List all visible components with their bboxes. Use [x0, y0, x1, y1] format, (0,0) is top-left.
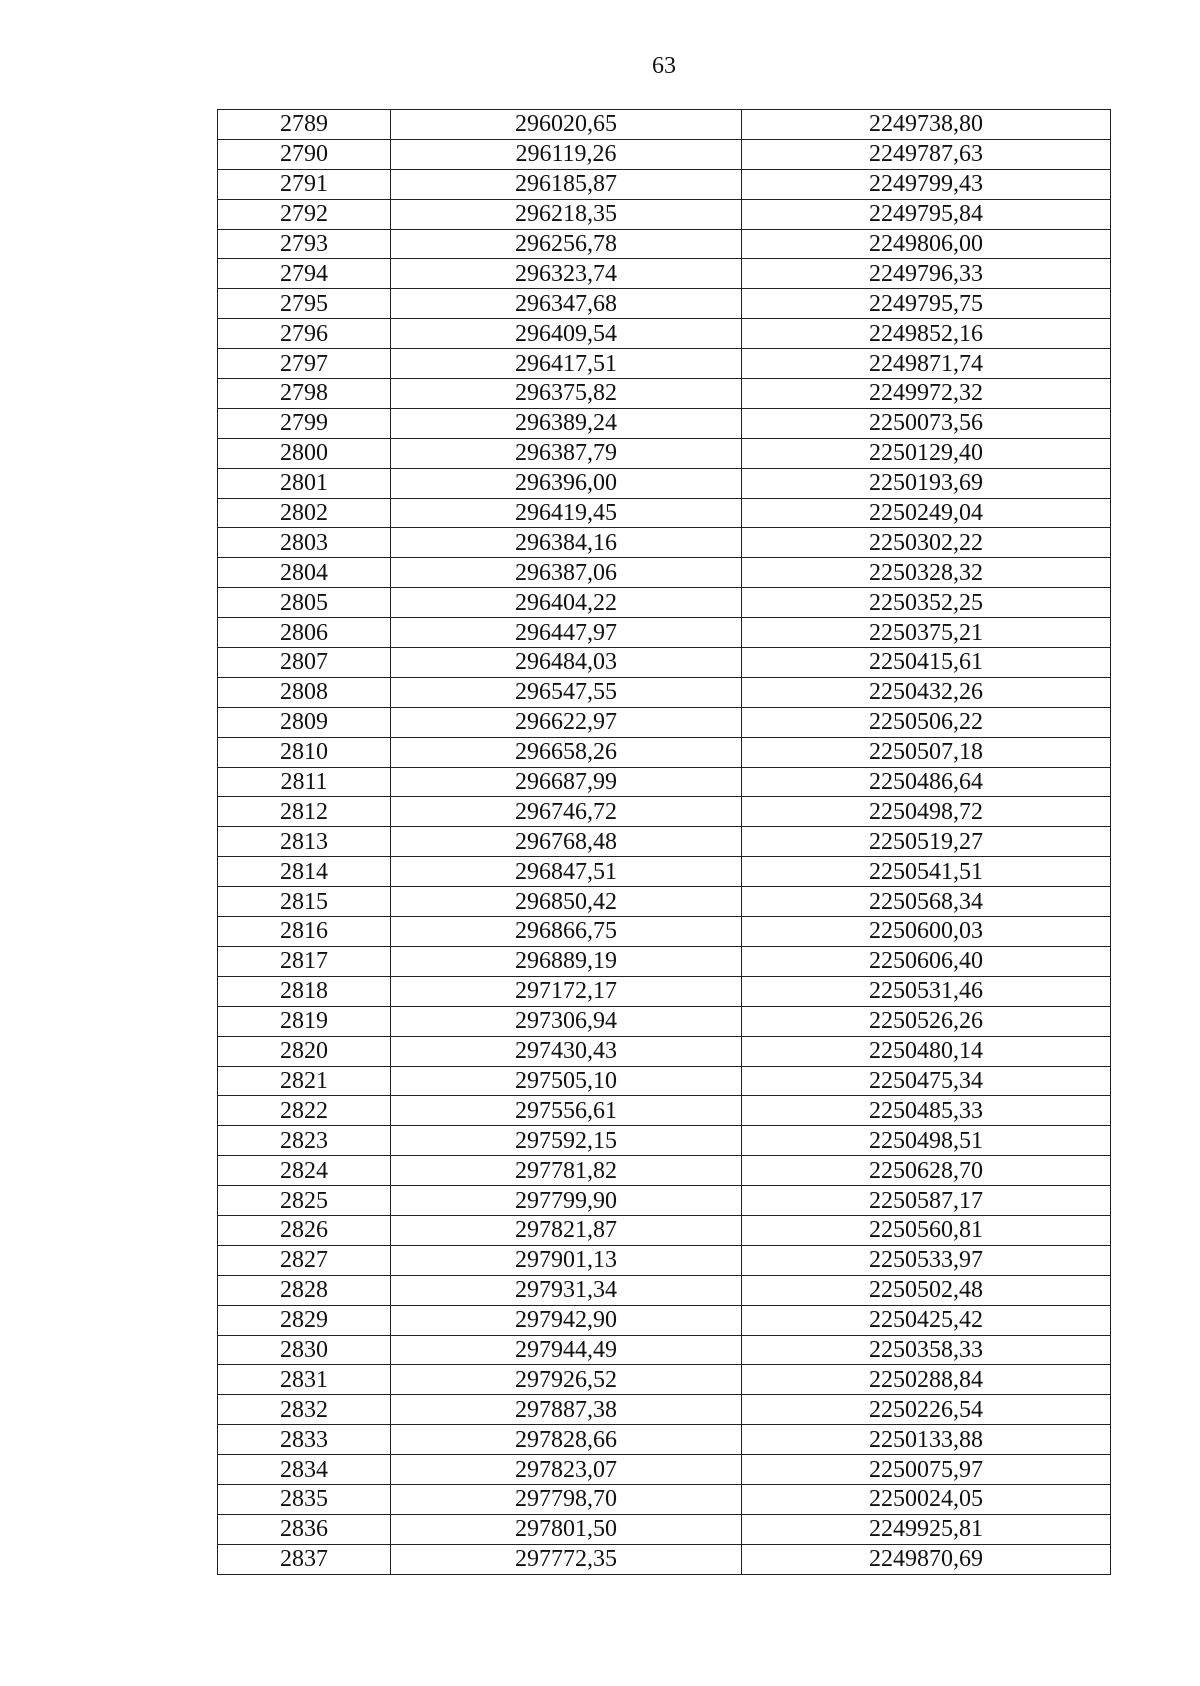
y-coordinate-cell: 2250073,56	[742, 408, 1111, 438]
point-number-cell: 2800	[218, 438, 391, 468]
table-row	[218, 229, 1111, 259]
x-coordinate-cell: 296687,99	[391, 767, 742, 797]
y-coordinate-cell: 2250302,22	[742, 528, 1111, 558]
point-number-cell: 2809	[218, 707, 391, 737]
point-number-cell: 2831	[218, 1365, 391, 1395]
point-number-cell: 2834	[218, 1455, 391, 1485]
y-coordinate-cell: 2250606,40	[742, 946, 1111, 976]
x-coordinate-cell: 297828,66	[391, 1425, 742, 1455]
x-coordinate-cell: 297942,90	[391, 1305, 742, 1335]
x-coordinate-cell: 296866,75	[391, 917, 742, 947]
table-row	[218, 857, 1111, 887]
y-coordinate-cell: 2249870,69	[742, 1544, 1111, 1574]
x-coordinate-cell: 296375,82	[391, 379, 742, 409]
table-row	[218, 677, 1111, 707]
y-coordinate-cell: 2250129,40	[742, 438, 1111, 468]
y-coordinate-cell: 2250486,64	[742, 767, 1111, 797]
table-row	[218, 1036, 1111, 1066]
y-coordinate-cell: 2250533,97	[742, 1245, 1111, 1275]
point-number-cell: 2806	[218, 618, 391, 648]
y-coordinate-cell: 2250485,33	[742, 1096, 1111, 1126]
table-row	[218, 887, 1111, 917]
point-number-cell: 2802	[218, 498, 391, 528]
table-row	[218, 1245, 1111, 1275]
x-coordinate-cell: 297505,10	[391, 1066, 742, 1096]
table-row	[218, 1335, 1111, 1365]
x-coordinate-cell: 296417,51	[391, 349, 742, 379]
table-row	[218, 737, 1111, 767]
point-number-cell: 2823	[218, 1126, 391, 1156]
y-coordinate-cell: 2250133,88	[742, 1425, 1111, 1455]
y-coordinate-cell: 2250415,61	[742, 648, 1111, 678]
table-row	[218, 648, 1111, 678]
y-coordinate-cell: 2250024,05	[742, 1484, 1111, 1514]
point-number-cell: 2811	[218, 767, 391, 797]
x-coordinate-cell: 296409,54	[391, 319, 742, 349]
y-coordinate-cell: 2250587,17	[742, 1186, 1111, 1216]
table-row	[218, 1425, 1111, 1455]
point-number-cell: 2801	[218, 468, 391, 498]
table-row	[218, 1484, 1111, 1514]
x-coordinate-cell: 297931,34	[391, 1275, 742, 1305]
point-number-cell: 2819	[218, 1006, 391, 1036]
x-coordinate-cell: 296387,06	[391, 558, 742, 588]
y-coordinate-cell: 2250375,21	[742, 618, 1111, 648]
point-number-cell: 2824	[218, 1156, 391, 1186]
point-number-cell: 2792	[218, 199, 391, 229]
y-coordinate-cell: 2250628,70	[742, 1156, 1111, 1186]
point-number-cell: 2804	[218, 558, 391, 588]
y-coordinate-cell: 2250502,48	[742, 1275, 1111, 1305]
y-coordinate-cell: 2249795,84	[742, 199, 1111, 229]
y-coordinate-cell: 2250475,34	[742, 1066, 1111, 1096]
x-coordinate-cell: 296622,97	[391, 707, 742, 737]
point-number-cell: 2814	[218, 857, 391, 887]
point-number-cell: 2833	[218, 1425, 391, 1455]
y-coordinate-cell: 2250249,04	[742, 498, 1111, 528]
table-row	[218, 110, 1111, 140]
table-row	[218, 1305, 1111, 1335]
table-row	[218, 618, 1111, 648]
point-number-cell: 2795	[218, 289, 391, 319]
y-coordinate-cell: 2249806,00	[742, 229, 1111, 259]
point-number-cell: 2827	[218, 1245, 391, 1275]
coordinates-table	[217, 109, 1111, 1575]
y-coordinate-cell: 2249787,63	[742, 139, 1111, 169]
x-coordinate-cell: 297781,82	[391, 1156, 742, 1186]
coordinates-table-body	[218, 110, 1111, 1575]
table-row	[218, 797, 1111, 827]
y-coordinate-cell: 2249852,16	[742, 319, 1111, 349]
table-row	[218, 1186, 1111, 1216]
table-row	[218, 767, 1111, 797]
table-row	[218, 1455, 1111, 1485]
point-number-cell: 2825	[218, 1186, 391, 1216]
y-coordinate-cell: 2250358,33	[742, 1335, 1111, 1365]
y-coordinate-cell: 2250480,14	[742, 1036, 1111, 1066]
point-number-cell: 2793	[218, 229, 391, 259]
point-number-cell: 2835	[218, 1484, 391, 1514]
point-number-cell: 2817	[218, 946, 391, 976]
point-number-cell: 2830	[218, 1335, 391, 1365]
point-number-cell: 2797	[218, 349, 391, 379]
point-number-cell: 2796	[218, 319, 391, 349]
table-row	[218, 408, 1111, 438]
x-coordinate-cell: 296218,35	[391, 199, 742, 229]
x-coordinate-cell: 297901,13	[391, 1245, 742, 1275]
x-coordinate-cell: 297772,35	[391, 1544, 742, 1574]
y-coordinate-cell: 2250352,25	[742, 588, 1111, 618]
point-number-cell: 2808	[218, 677, 391, 707]
table-row	[218, 1275, 1111, 1305]
table-row	[218, 319, 1111, 349]
x-coordinate-cell: 296404,22	[391, 588, 742, 618]
x-coordinate-cell: 296020,65	[391, 110, 742, 140]
point-number-cell: 2799	[218, 408, 391, 438]
point-number-cell: 2791	[218, 169, 391, 199]
x-coordinate-cell: 297801,50	[391, 1514, 742, 1544]
table-row	[218, 528, 1111, 558]
table-row	[218, 1096, 1111, 1126]
table-row	[218, 349, 1111, 379]
x-coordinate-cell: 296847,51	[391, 857, 742, 887]
point-number-cell: 2810	[218, 737, 391, 767]
point-number-cell: 2829	[218, 1305, 391, 1335]
y-coordinate-cell: 2250541,51	[742, 857, 1111, 887]
x-coordinate-cell: 297799,90	[391, 1186, 742, 1216]
x-coordinate-cell: 296396,00	[391, 468, 742, 498]
point-number-cell: 2826	[218, 1215, 391, 1245]
point-number-cell: 2815	[218, 887, 391, 917]
y-coordinate-cell: 2250288,84	[742, 1365, 1111, 1395]
y-coordinate-cell: 2250531,46	[742, 976, 1111, 1006]
y-coordinate-cell: 2250075,97	[742, 1455, 1111, 1485]
table-row	[218, 1126, 1111, 1156]
table-row	[218, 1006, 1111, 1036]
point-number-cell: 2818	[218, 976, 391, 1006]
y-coordinate-cell: 2250560,81	[742, 1215, 1111, 1245]
x-coordinate-cell: 296419,45	[391, 498, 742, 528]
y-coordinate-cell: 2250526,26	[742, 1006, 1111, 1036]
point-number-cell: 2798	[218, 379, 391, 409]
y-coordinate-cell: 2249972,32	[742, 379, 1111, 409]
x-coordinate-cell: 296547,55	[391, 677, 742, 707]
x-coordinate-cell: 296387,79	[391, 438, 742, 468]
point-number-cell: 2821	[218, 1066, 391, 1096]
y-coordinate-cell: 2250193,69	[742, 468, 1111, 498]
x-coordinate-cell: 296484,03	[391, 648, 742, 678]
point-number-cell: 2813	[218, 827, 391, 857]
table-row	[218, 498, 1111, 528]
x-coordinate-cell: 296768,48	[391, 827, 742, 857]
table-row	[218, 1365, 1111, 1395]
table-row	[218, 976, 1111, 1006]
x-coordinate-cell: 297944,49	[391, 1335, 742, 1365]
point-number-cell: 2822	[218, 1096, 391, 1126]
y-coordinate-cell: 2250506,22	[742, 707, 1111, 737]
table-row	[218, 468, 1111, 498]
table-row	[218, 1156, 1111, 1186]
table-row	[218, 917, 1111, 947]
table-row	[218, 199, 1111, 229]
y-coordinate-cell: 2250425,42	[742, 1305, 1111, 1335]
x-coordinate-cell: 296119,26	[391, 139, 742, 169]
point-number-cell: 2807	[218, 648, 391, 678]
x-coordinate-cell: 296889,19	[391, 946, 742, 976]
y-coordinate-cell: 2249799,43	[742, 169, 1111, 199]
x-coordinate-cell: 297556,61	[391, 1096, 742, 1126]
point-number-cell: 2803	[218, 528, 391, 558]
x-coordinate-cell: 296389,24	[391, 408, 742, 438]
x-coordinate-cell: 297887,38	[391, 1395, 742, 1425]
y-coordinate-cell: 2250432,26	[742, 677, 1111, 707]
table-row	[218, 1395, 1111, 1425]
table-row	[218, 438, 1111, 468]
point-number-cell: 2816	[218, 917, 391, 947]
x-coordinate-cell: 296746,72	[391, 797, 742, 827]
x-coordinate-cell: 297823,07	[391, 1455, 742, 1485]
x-coordinate-cell: 296658,26	[391, 737, 742, 767]
point-number-cell: 2832	[218, 1395, 391, 1425]
point-number-cell: 2812	[218, 797, 391, 827]
point-number-cell: 2790	[218, 139, 391, 169]
x-coordinate-cell: 297430,43	[391, 1036, 742, 1066]
y-coordinate-cell: 2250507,18	[742, 737, 1111, 767]
x-coordinate-cell: 297306,94	[391, 1006, 742, 1036]
table-row	[218, 558, 1111, 588]
x-coordinate-cell: 297592,15	[391, 1126, 742, 1156]
table-row	[218, 379, 1111, 409]
table-row	[218, 946, 1111, 976]
y-coordinate-cell: 2250498,72	[742, 797, 1111, 827]
table-row	[218, 588, 1111, 618]
x-coordinate-cell: 297172,17	[391, 976, 742, 1006]
y-coordinate-cell: 2250226,54	[742, 1395, 1111, 1425]
x-coordinate-cell: 296447,97	[391, 618, 742, 648]
x-coordinate-cell: 296323,74	[391, 259, 742, 289]
table-row	[218, 1066, 1111, 1096]
y-coordinate-cell: 2250328,32	[742, 558, 1111, 588]
table-row	[218, 1514, 1111, 1544]
table-row	[218, 259, 1111, 289]
table-row	[218, 289, 1111, 319]
y-coordinate-cell: 2249738,80	[742, 110, 1111, 140]
page-number: 63	[652, 53, 676, 79]
table-row	[218, 139, 1111, 169]
table-row	[218, 1544, 1111, 1574]
point-number-cell: 2794	[218, 259, 391, 289]
y-coordinate-cell: 2250600,03	[742, 917, 1111, 947]
x-coordinate-cell: 297926,52	[391, 1365, 742, 1395]
y-coordinate-cell: 2249796,33	[742, 259, 1111, 289]
x-coordinate-cell: 296347,68	[391, 289, 742, 319]
table-row	[218, 707, 1111, 737]
table-row	[218, 827, 1111, 857]
point-number-cell: 2820	[218, 1036, 391, 1066]
y-coordinate-cell: 2250519,27	[742, 827, 1111, 857]
y-coordinate-cell: 2249871,74	[742, 349, 1111, 379]
y-coordinate-cell: 2249795,75	[742, 289, 1111, 319]
x-coordinate-cell: 297821,87	[391, 1215, 742, 1245]
x-coordinate-cell: 296256,78	[391, 229, 742, 259]
x-coordinate-cell: 297798,70	[391, 1484, 742, 1514]
x-coordinate-cell: 296185,87	[391, 169, 742, 199]
point-number-cell: 2828	[218, 1275, 391, 1305]
point-number-cell: 2789	[218, 110, 391, 140]
y-coordinate-cell: 2250568,34	[742, 887, 1111, 917]
table-row	[218, 1215, 1111, 1245]
x-coordinate-cell: 296384,16	[391, 528, 742, 558]
point-number-cell: 2836	[218, 1514, 391, 1544]
x-coordinate-cell: 296850,42	[391, 887, 742, 917]
point-number-cell: 2805	[218, 588, 391, 618]
y-coordinate-cell: 2249925,81	[742, 1514, 1111, 1544]
table-row	[218, 169, 1111, 199]
y-coordinate-cell: 2250498,51	[742, 1126, 1111, 1156]
point-number-cell: 2837	[218, 1544, 391, 1574]
